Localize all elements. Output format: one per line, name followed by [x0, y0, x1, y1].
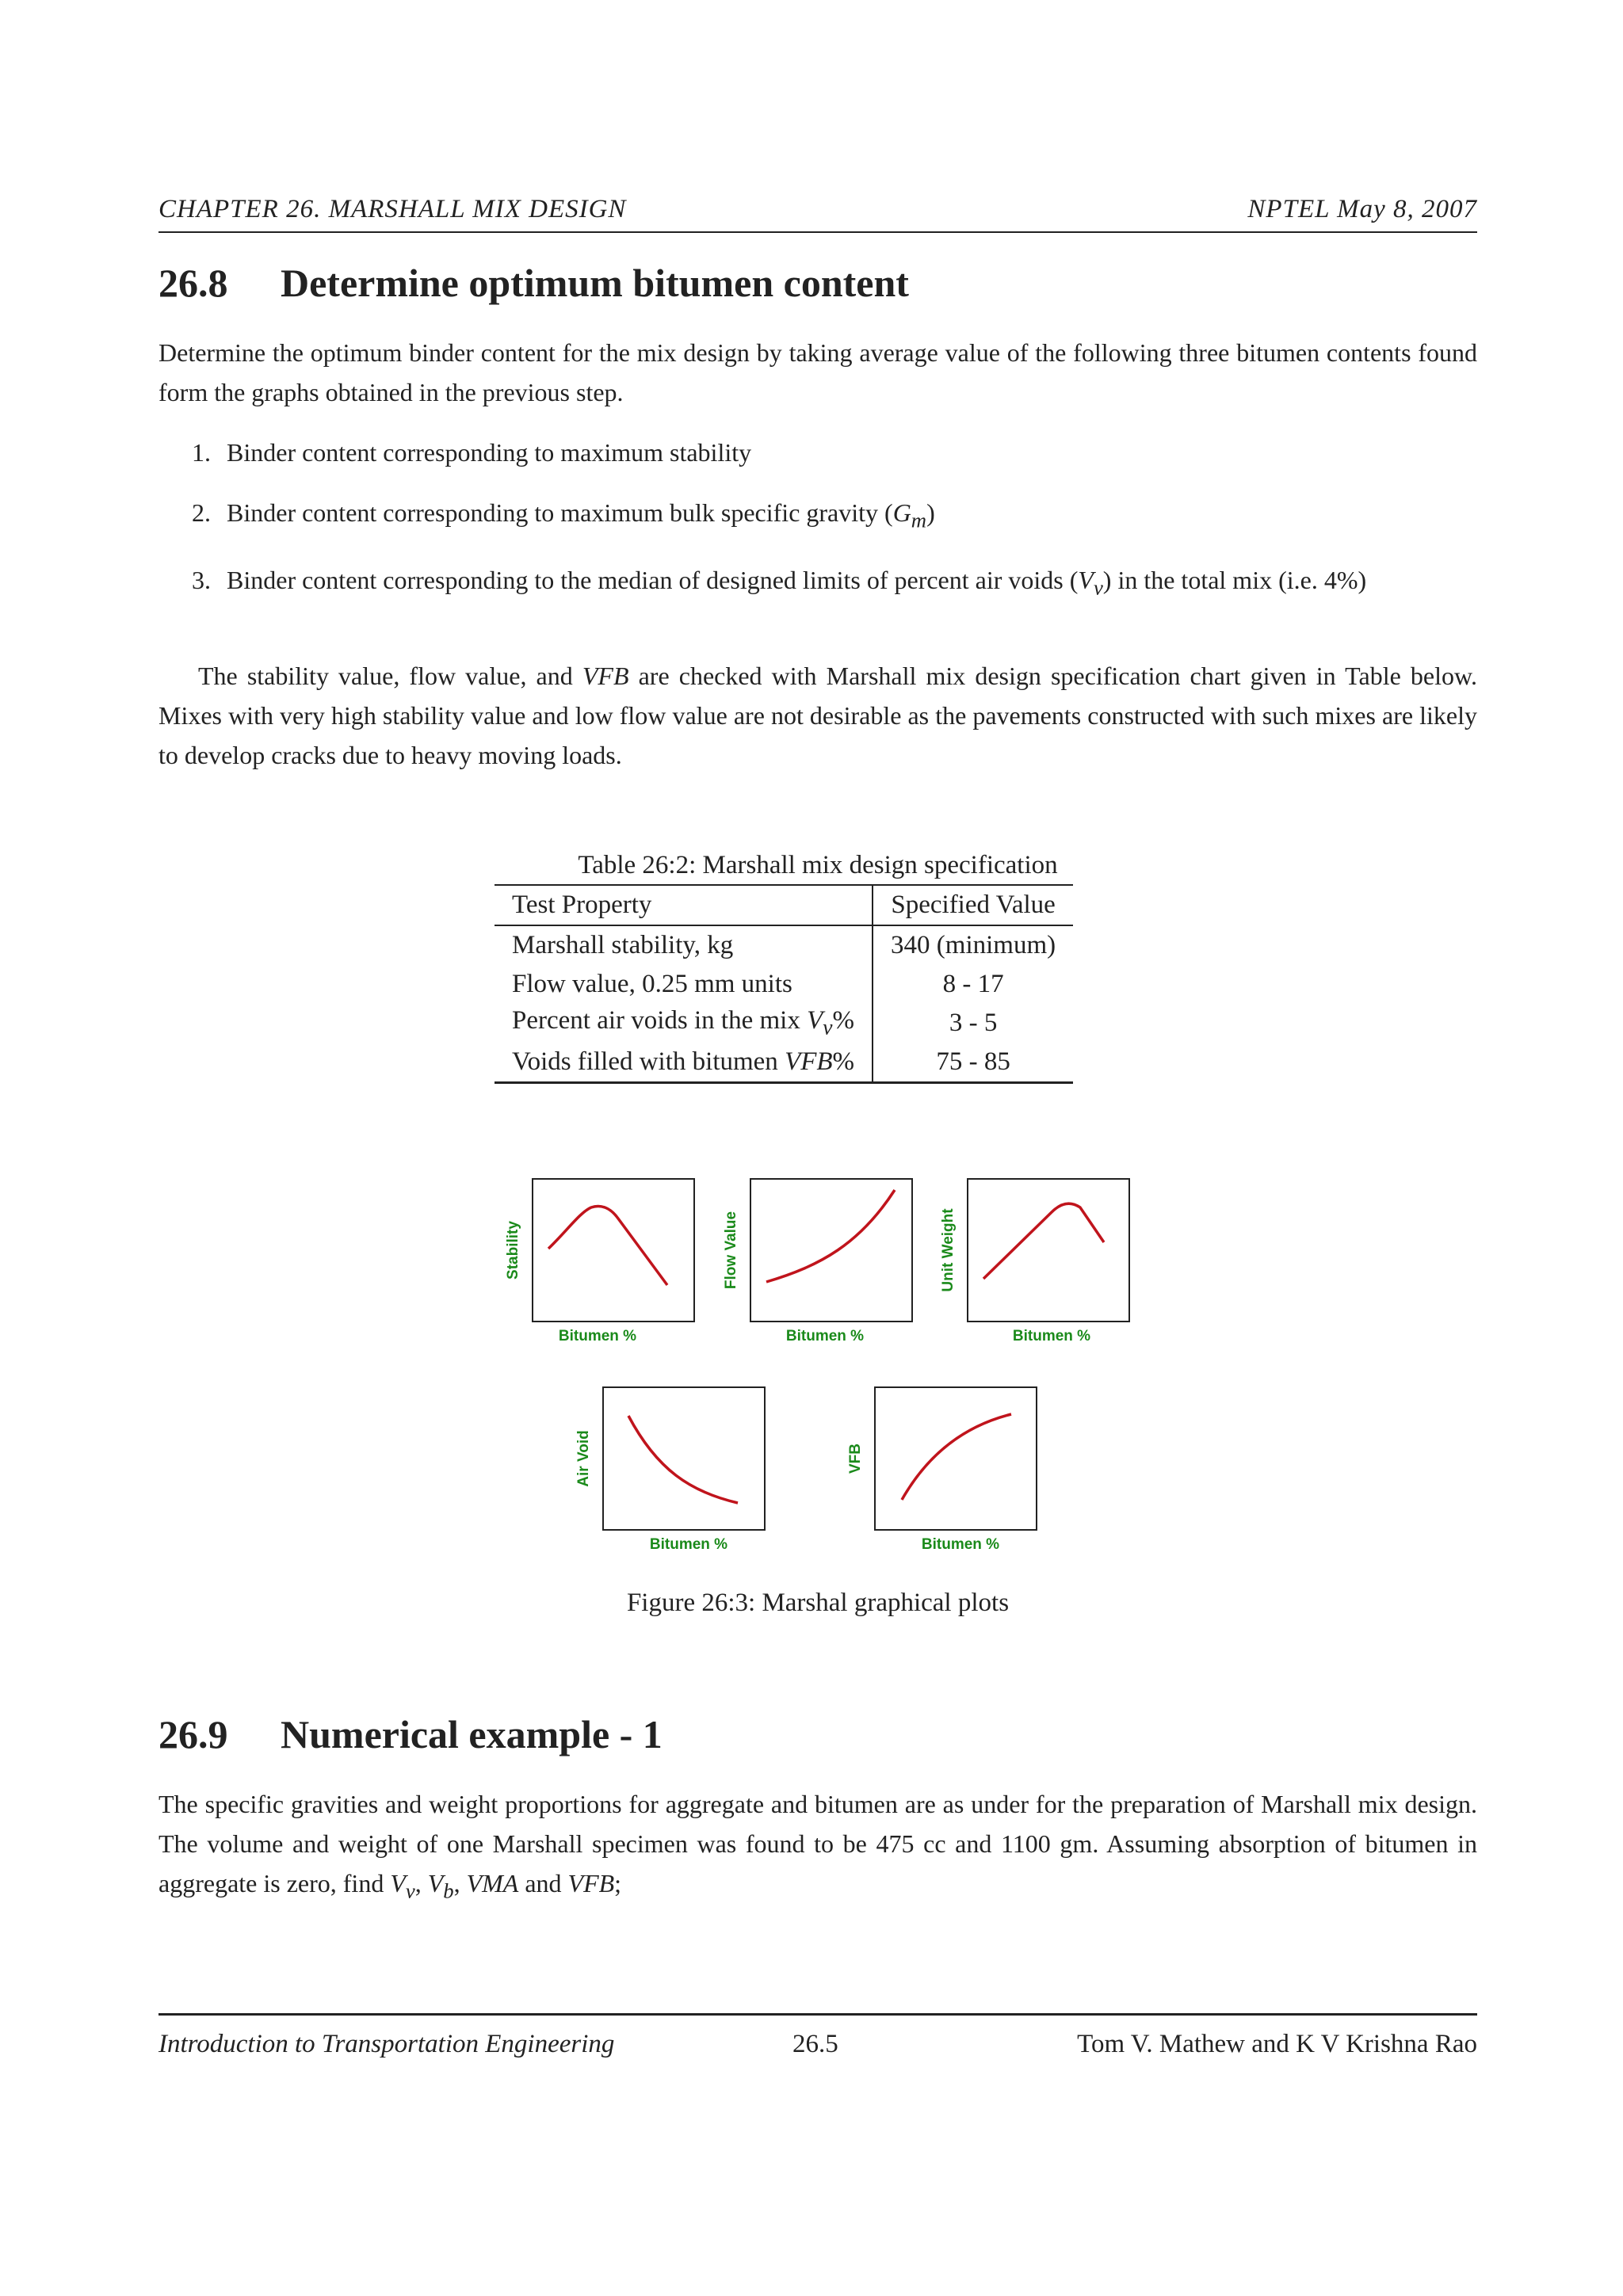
list-item: 1. Binder content corresponding to maximum stability — [192, 438, 752, 467]
plot-svg — [834, 1381, 1040, 1555]
y-axis-label: Unit Weight — [940, 1208, 957, 1292]
section-number: 26.9 — [158, 1712, 228, 1756]
vfb-curve — [902, 1414, 1011, 1500]
figure-caption: Figure 26:3: Marshal graphical plots — [626, 1589, 1010, 1617]
table-row: Voids filled with bitumen VFB% 75 - 85 — [495, 1043, 1073, 1083]
running-header — [158, 193, 1477, 233]
stability-curve — [548, 1207, 667, 1285]
specification-paragraph: The stability value, flow value, and VFB are checked with Marshall mix design specification chart given in Table below. Mixes with very high stability value and low flow value are not desirable as the pavements constructed with such mixes are likely to develop cracks due to heavy moving loads. — [158, 662, 1478, 769]
x-axis-label: Bitumen % — [1012, 1328, 1091, 1344]
flow-curve — [766, 1190, 895, 1282]
x-axis-label: Bitumen % — [785, 1328, 865, 1344]
header-source: NPTEL May 8, 2007 — [1247, 195, 1477, 223]
column-header: Specified Value — [873, 885, 1073, 925]
row-label: Percent air voids in the mix V — [512, 1006, 823, 1035]
x-axis-label: Bitumen % — [649, 1536, 728, 1553]
plot-frame — [875, 1387, 1037, 1530]
binder-content-list — [158, 433, 1477, 628]
table-row: Flow value, 0.25 mm units 8 - 17 — [495, 965, 1073, 1004]
page-number: 26.5 — [792, 2030, 838, 2058]
section-title: Numerical example - 1 — [281, 1712, 663, 1756]
plot-svg — [562, 1381, 768, 1555]
plot-svg — [709, 1173, 915, 1347]
plot-svg — [491, 1173, 697, 1347]
table-header-row — [495, 885, 1073, 925]
plot-svg — [926, 1173, 1132, 1347]
list-item: 2. Binder content corresponding to maximum bulk specific gravity $(G_m)$ — [192, 498, 935, 532]
table-row: Percent air voids in the mix $V_v\%$ 3 - 5 — [495, 1004, 1073, 1043]
plot-air-void — [562, 1381, 768, 1555]
table-row: Marshall stability, kg 340 (minimum) — [495, 925, 1073, 965]
table-caption: Table 26:2: Marshall mix design specification — [578, 851, 1058, 879]
intro-paragraph: Determine the optimum binder content for the mix design by taking average value of the following three bitumen contents found form the graphs obtained in the previous step. — [158, 338, 1477, 406]
specification-table — [495, 884, 1073, 1084]
authors: Tom V. Mathew and K V Krishna Rao — [1077, 2030, 1477, 2058]
plot-vfb — [834, 1381, 1040, 1555]
x-axis-label: Bitumen % — [558, 1328, 637, 1344]
chapter-title: CHAPTER 26. MARSHALL MIX DESIGN — [158, 195, 627, 223]
plot-frame — [968, 1179, 1129, 1322]
book-title: Introduction to Transportation Engineering — [158, 2030, 615, 2058]
y-axis-label: Flow Value — [723, 1211, 739, 1290]
section-title: Determine optimum bitumen content — [281, 261, 909, 305]
plot-unit-weight — [926, 1173, 1132, 1347]
x-axis-label: Bitumen % — [921, 1536, 1000, 1553]
list-item: 3. Binder content corresponding to the median of designed limits of percent air voids $(V_v)$ in the total mix (i.e. 4%) — [192, 566, 1367, 600]
unit-weight-curve — [983, 1203, 1104, 1279]
column-header: Test Property — [495, 885, 873, 925]
air-void-curve — [628, 1416, 738, 1503]
section-number: 26.8 — [158, 261, 228, 305]
running-footer — [158, 2013, 1477, 2063]
plot-frame — [603, 1387, 765, 1530]
y-axis-label: Stability — [505, 1221, 521, 1280]
y-axis-label: VFB — [847, 1444, 864, 1474]
section-heading-26-8 — [158, 260, 909, 306]
example-paragraph: The specific gravities and weight proportions for aggregate and bitumen are as under for the preparation of Marshall mix design. The volume and weight of one Marshall specimen was found to be 475 cc and 1100 gm. Assuming absorption of bitumen in aggregate is zero, find $V_v$, $V_b$, VMA and VFB; — [158, 1790, 1477, 1903]
y-axis-label: Air Void — [575, 1430, 592, 1487]
section-heading-26-9 — [158, 1711, 663, 1757]
plot-frame — [533, 1179, 694, 1322]
plot-flow-value — [709, 1173, 915, 1347]
plot-stability — [491, 1173, 697, 1347]
